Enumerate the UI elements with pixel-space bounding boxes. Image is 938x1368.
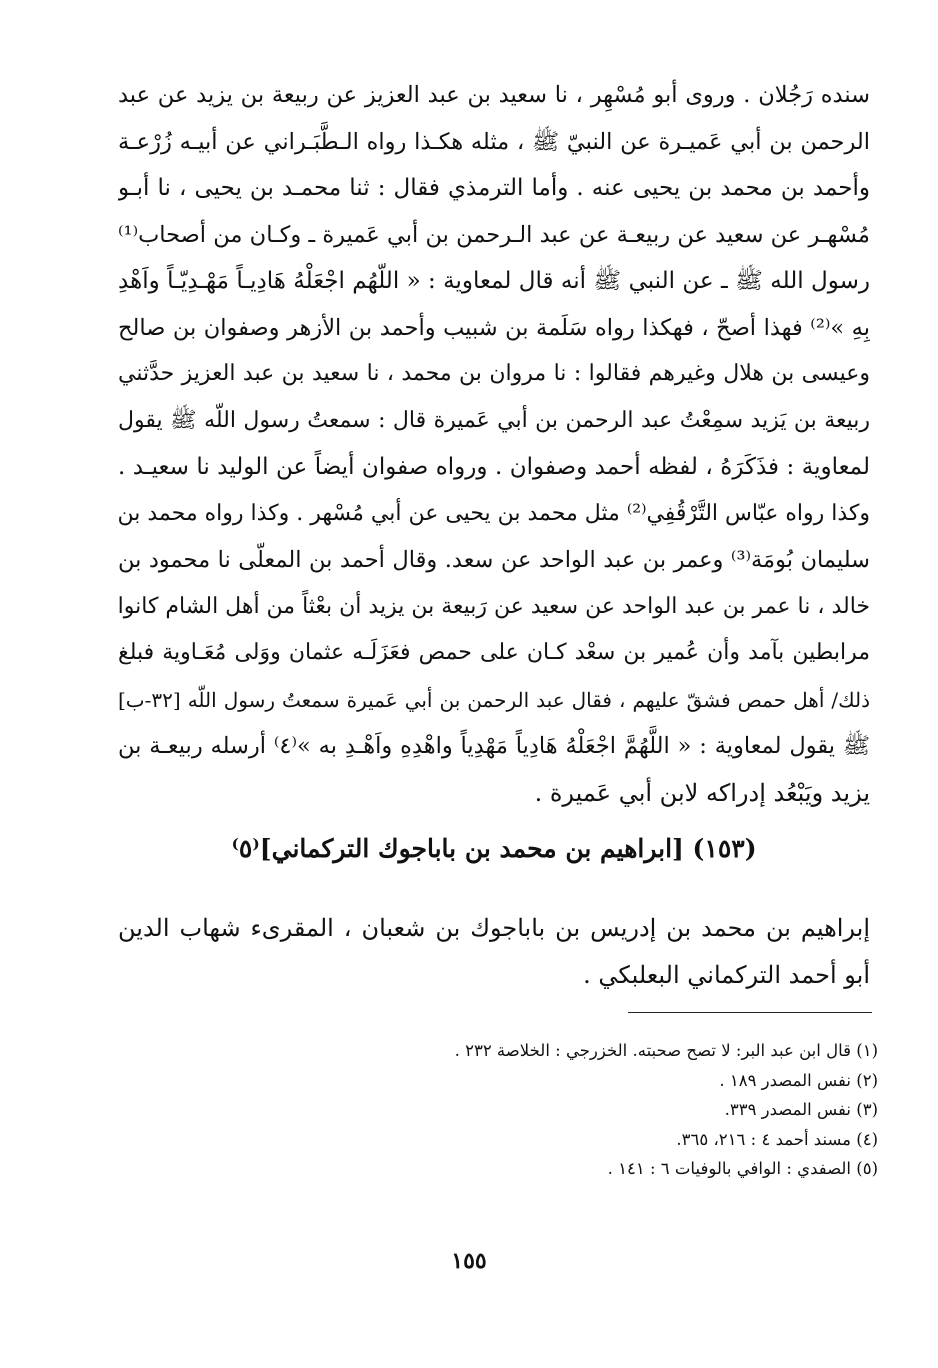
text-line: يزيد ويَبْعُد إدراكه لابن أبي عَميرة . [534,778,870,807]
footnote-separator [628,1012,872,1013]
text-line: إبراهيم بن محمد بن إدريس بن باباجوك بن شعبان ، المقرىء شهاب الدين [118,914,870,942]
text-line: وعيسى بن هلال وغيرهم فقالوا : نا مروان بن محمد ، نا سعيد بن عبد العزيز حدَّثني [118,361,870,386]
text-line: مُسْهـر عن سعيد عن ربيعـة عن عبد الـرحمن بن أبي عَميرة ـ وكـان من أصحاب⁽¹⁾ [118,221,870,248]
text-line: سنده رَجُلان . وروى أبو مُسْهِر ، نا سعيد بن عبد العزيز عن ربيعة بن يزيد عن عبد [118,82,870,108]
section-paragraph [118,905,870,998]
text-line: رسول الله ﷺ ـ عن النبي ﷺ أنه قال لمعاوية : « اللّهُم اجْعَلْهُ هَادِيـاً مَهْـدِيّـاً واَهْدِ [118,268,870,294]
text-line: مرابطين بآمد وأن عُمير بن سعْد كـان على حمص فعَزَلَـه عثمان ووَلى مُعَـاوية فبلغ [118,640,870,665]
footnote-item: (٣) نفس المصدر ٣٣٩. [724,1100,878,1119]
text-line: سليمان بُومَة⁽³⁾ وعمر بن عبد الواحد عن سعد. وقال أحمد بن المعلّى نا محمود بن [118,547,870,573]
footnote-item: (٢) نفس المصدر ١٨٩ . [719,1070,878,1090]
text-line: الرحمن بن أبي عَميـرة عن النبيّ ﷺ ، مثله هكـذا رواه الـطَّبَـراني عن أبيـه زُرْعـة [118,128,870,155]
text-line: ﷺ يقول لمعاوية : « اللَّهُمَّ اجْعَلْهُ هَادِياً مَهْدِياً واهْدِهِ واَهْـدِ به »⁽٤⁾ أرسله ربيعـة بن [118,733,870,759]
page-number: ١٥٥ [451,1248,487,1274]
footnote-item: (٥) الصفدي : الوافي بالوفيات ٦ : ١٤١ . [607,1159,878,1178]
footnote-item: (٤) مسند أحمد ٤ : ٢١٦، ٣٦٥. [676,1129,878,1149]
text-line: ربيعة بن يَزيد سمِعْتُ عبد الرحمن بن أبي عَميرة قال : سمعتُ رسول اللّه ﷺ يقول [118,407,870,433]
footnote-item: (١) قال ابن عبد البر: لا تصح صحبته. الخزرجي : الخلاصة ٢٣٢ . [454,1041,878,1060]
text-line: وكذا رواه عبّاس التَّرْقُفِي⁽²⁾ مثل محمد بن يحيى عن أبي مُسْهر . وكذا رواه محمد بن [118,500,870,526]
section-heading: (١٥٣) [ابراهيم بن محمد بن باباجوك التركماني]⁽٥⁾ [231,834,757,863]
text-line: خالد ، نا عمر بن عبد الواحد عن سعيد عن رَبيعة بن يزيد أن بعْثاً من أهل الشام كانوا [118,593,870,619]
text-line: ذلك/ أهل حمص فشقّ عليهم ، فقال عبد الرحمن بن أبي عَميرة سمعتُ رسول اللّه [٣٢-ب] [118,687,870,712]
text-line: أبو أحمد التركماني البعلبكي . [583,960,870,989]
text-line: وأحمد بن محمد بن يحيى عنه . وأما الترمذي فقال : ثنا محمـد بن يحيى ، نا أبـو [118,175,870,201]
text-line: لمعاوية : فذَكَرَهُ ، لفظه أحمد وصفوان . ورواه صفوان أيضاً عن الوليد نا سعيـد . [118,454,870,480]
main-text-block [118,72,870,816]
footnotes [118,1036,878,1184]
text-line: بِهِ »⁽²⁾ فهذا أصحّ ، فهكذا رواه سَلَمة بن شبيب وأحمد بن الأزهر وصفوان بن صالح [118,314,870,341]
